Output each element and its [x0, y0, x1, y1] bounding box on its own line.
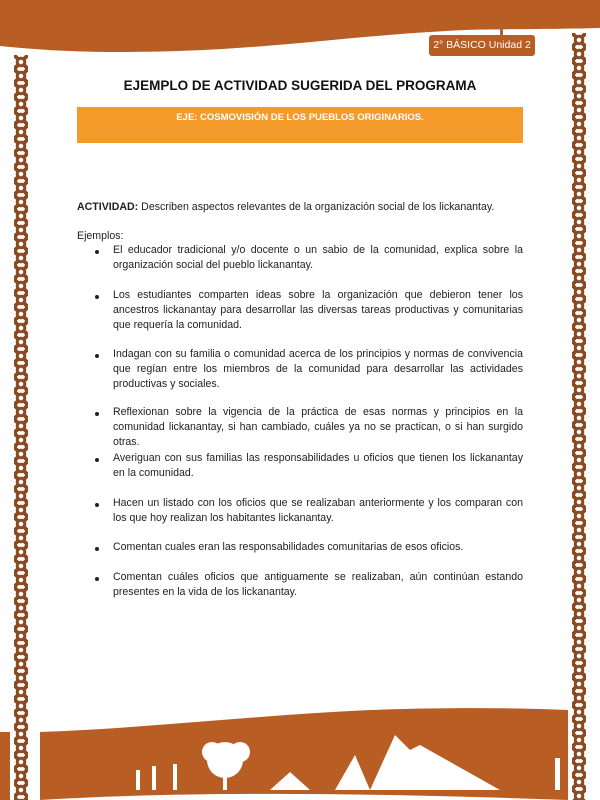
bullet-icon	[95, 503, 99, 507]
list-item: Reflexionan sobre la vigencia de la práctica de esas normas y principios en la comunidad lickanantay, si han cambiado, cuáles ya no se practican, o si han surgido otras.	[113, 406, 523, 448]
bullet-icon	[95, 547, 99, 551]
list-item: Comentan cuáles oficios que antiguamente se realizaban, aún continúan estando presentes en la vida de los lickanantay.	[113, 571, 523, 598]
unit-tag: 2° BÁSICO Unidad 2	[429, 35, 535, 56]
list-item: El educador tradicional y/o docente o un sabio de la comunidad, explica sobre la organización social del pueblo lickanantay.	[113, 244, 523, 271]
list-item: Indagan con su familia o comunidad acerca de los principios y normas de convivencia que regían entre los miembros de la comunidad para desarrollar las actividades productivas y sociales.	[113, 348, 523, 390]
bullet-icon	[95, 412, 99, 416]
list-item: Averiguan con sus familias las responsabilidades u oficios que tienen los lickanantay en la comunidad.	[113, 452, 523, 479]
list-item: Comentan cuales eran las responsabilidades comunitarias de esos oficios.	[113, 541, 464, 553]
list-item: Los estudiantes comparten ideas sobre la organización que debieron tener los ancestros lickanantay para desarrollar las diversas tareas productivas y comunitarias que requería la comunidad.	[113, 289, 523, 331]
examples-label: Ejemplos:	[77, 230, 124, 242]
bullet-icon	[95, 354, 99, 358]
activity-line	[77, 200, 494, 215]
bullet-icon	[95, 577, 99, 581]
list-item: Hacen un listado con los oficios que se realizaban anteriormente y los comparan con los que hoy realizan los habitantes lickanantay.	[113, 497, 523, 524]
bullet-icon	[95, 458, 99, 462]
eje-banner: EJE: COSMOVISIÓN DE LOS PUEBLOS ORIGINARIOS.	[77, 107, 523, 143]
page-title: EJEMPLO DE ACTIVIDAD SUGERIDA DEL PROGRAMA	[123, 78, 477, 93]
left-decorative-border	[14, 55, 28, 800]
bullet-icon	[95, 295, 99, 299]
right-decorative-border	[572, 33, 586, 800]
activity-label: ACTIVIDAD:	[77, 201, 139, 213]
activity-text: Describen aspectos relevantes de la organización social de los lickanantay.	[138, 201, 495, 213]
bullet-icon	[95, 250, 99, 254]
landscape-footer-illustration	[0, 700, 600, 800]
